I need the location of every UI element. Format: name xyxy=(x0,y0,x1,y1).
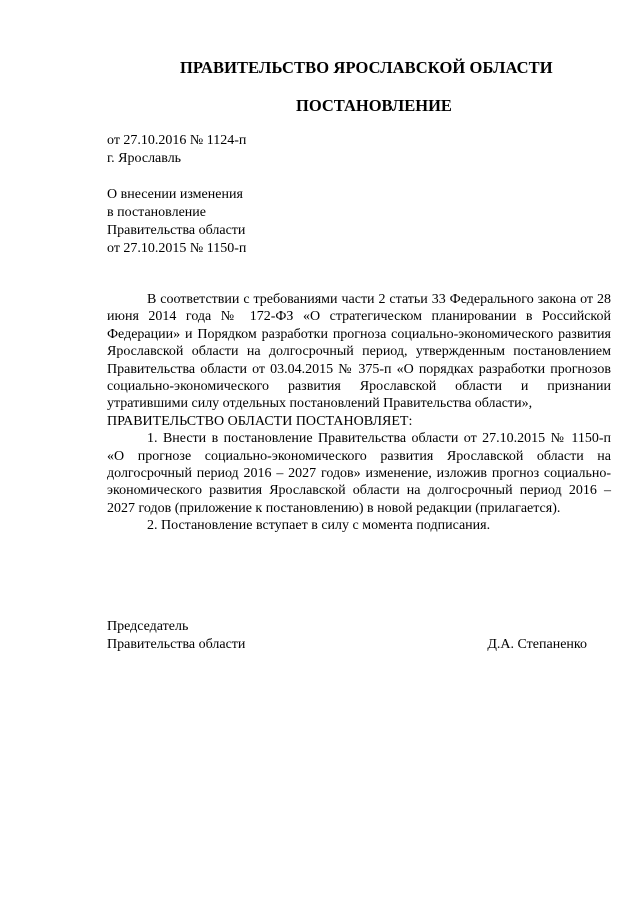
signer-name: Д.А. Степаненко xyxy=(487,636,587,652)
document-meta xyxy=(107,132,246,168)
item-2-paragraph: 2. Постановление вступает в силу с момента подписания. xyxy=(147,518,491,534)
subject-line: О внесении изменения xyxy=(107,187,243,202)
signature-block xyxy=(107,618,587,653)
government-title: ПРАВИТЕЛЬСТВО ЯРОСЛАВСКОЙ ОБЛАСТИ xyxy=(180,58,553,77)
document-type: ПОСТАНОВЛЕНИЕ xyxy=(296,96,452,115)
signer-title-line2: Правительства области xyxy=(107,636,246,652)
subject-line: Правительства области xyxy=(107,223,246,238)
document-subject xyxy=(107,186,246,258)
signature-row xyxy=(107,636,587,654)
resolves-line: ПРАВИТЕЛЬСТВО ОБЛАСТИ ПОСТАНОВЛЯЕТ: xyxy=(107,413,413,429)
city: г. Ярославль xyxy=(107,151,182,166)
signer-title-line1: Председатель xyxy=(107,619,189,634)
item-1-paragraph: 1. Внести в постановление Правительства области от 27.10.2015 № 1150-п «О прогнозе социально-экономического развития Ярославской области на долгосрочный период 2016 – 2027 годов» изменение, изложив прогноз социально-экономического развития Ярославской области на долгосрочный период 2016 – 2027 годов (приложение к постановлению) в новой редакции (прилагается). xyxy=(107,431,611,516)
date-number: от 27.10.2016 № 1124-п xyxy=(107,133,247,148)
preamble-paragraph: В соответствии с требованиями части 2 статьи 33 Федерального закона от 28 июня 2014 года № 172-ФЗ «О стратегическом планировании в Российской Федерации» и Порядком разработки прогноза социально-экономического развития Ярославской области на долгосрочный период, утвержденным постановлением Правительства области от 03.04.2015 № 375-п «О порядках разработки прогнозов социально-экономического развития Ярославской области и признании утратившими силу отдельных постановлений Правительства области», xyxy=(107,292,611,412)
subject-line: от 27.10.2015 № 1150-п xyxy=(107,241,247,256)
document-body xyxy=(107,291,611,535)
subject-line: в постановление xyxy=(107,205,206,220)
